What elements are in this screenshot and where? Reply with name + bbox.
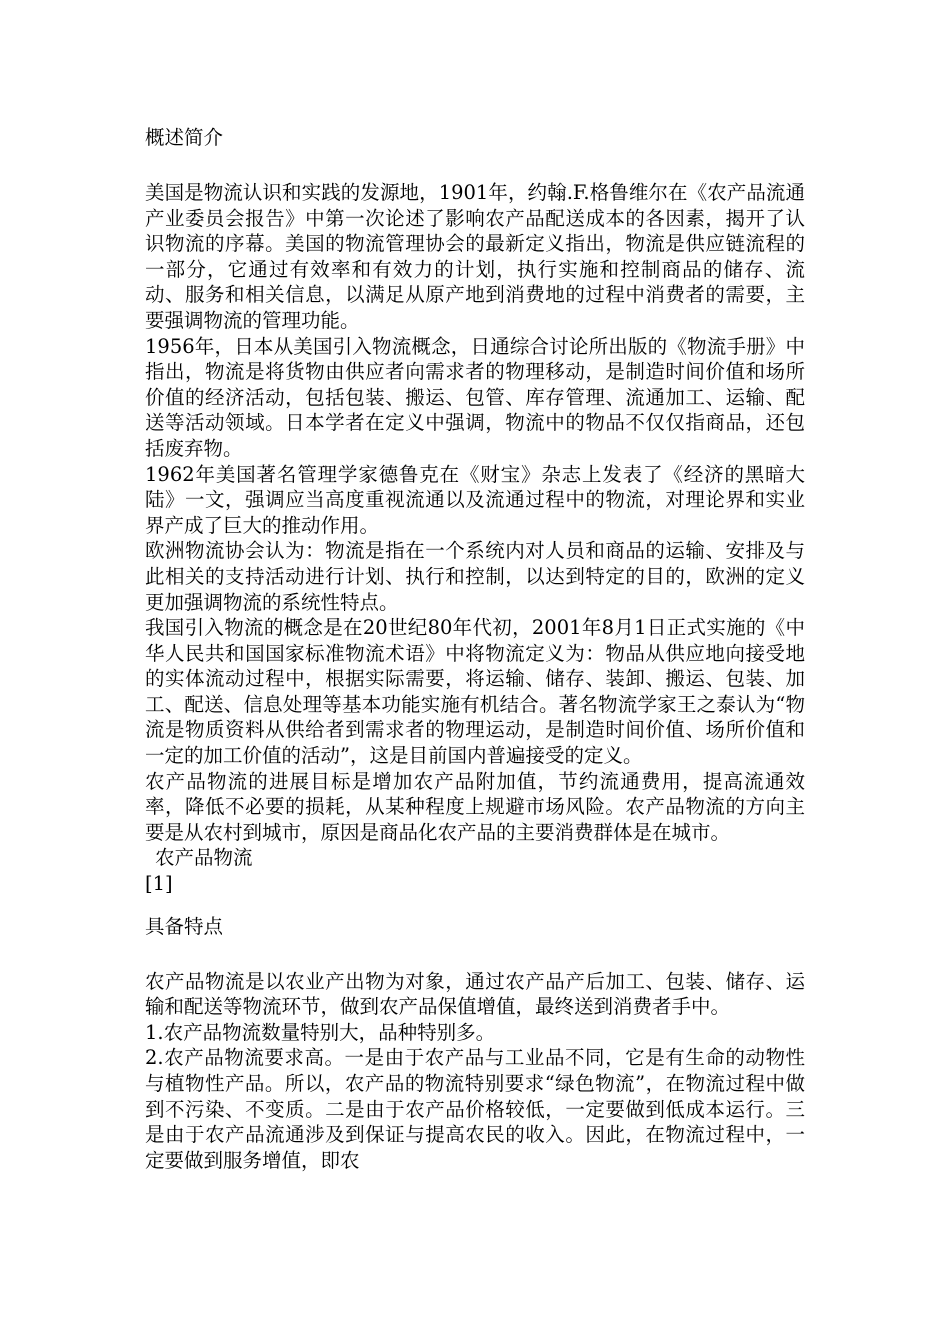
spacer [145,154,805,180]
paragraph-us-origin: 美国是物流认识和实践的发源地，1901年，约翰.F.格鲁维尔在《农产品流通产业委员会报告》中第一次论述了影响农产品配送成本的各因素，揭开了认识物流的序幕。美国的物流管理协会的最新定义指出，物流是供应链流程的一部分，它通过有效率和有效力的计划，执行实施和控制商品的储存、流动、服务和相关信息，以满足从原产地到消费地的过程中消费者的需要，主要强调物流的管理功能。 [145,181,805,332]
paragraph-goals: 农产品物流的进展目标是增加农产品附加值，节约流通费用，提高流通效率，降低不必要的损耗，从某种程度上规避市场风险。农产品物流的方向主要是从农村到城市，原因是商品化农产品的主要消费群体是在城市。 [145,769,805,844]
list-item-2: 2.农产品物流要求高。一是由于农产品与工业品不同，它是有生命的动物性与植物性产品。所以，农产品的物流特别要求“绿色物流”，在物流过程中做到不污染、不变质。二是由于农产品价格较低，一定要做到低成本运行。三是由于农产品流通涉及到保证与提高农民的收入。因此，在物流过程中，一定要做到服务增值，即农 [145,1046,805,1172]
spacer [145,943,805,969]
image-caption: 农产品物流 [155,846,253,870]
list-item-1: 1.农产品物流数量特别大，品种特别多。 [145,1020,496,1044]
paragraph-japan: 1956年，日本从美国引入物流概念，日通综合讨论所出版的《物流手册》中指出，物流是将货物由供应者向需求者的物理移动，是制造时间价值和场所价值的经济活动，包括包装、搬运、包管、库存管理、流通加工、运输、配送等活动领域。日本学者在定义中强调，物流中的物品不仅仅指商品，还包括废弃物。 [145,334,805,460]
paragraph-china: 我国引入物流的概念是在20世纪80年代初，2001年8月1日正式实施的《中华人民共和国国家标准物流术语》中将物流定义为：物品从供应地向接受地的实体流动过程中，根据实际需要，将运输、储存、装卸、搬运、包装、加工、配送、信息处理等基本功能实施有机结合。著名物流学家王之泰认为“物流是物质资料从供给者到需求者的物理运动，是制造时间价值、场所价值和一定的加工价值的活动”，这是目前国内普遍接受的定义。 [145,616,805,768]
paragraph-drucker: 1962年美国著名管理学家德鲁克在《财宝》杂志上发表了《经济的黑暗大陆》一文，强调应当高度重视流通以及流通过程中的物流，对理论界和实业界产成了巨大的推动作用。 [145,462,805,537]
reference-link[interactable]: [1] [145,872,173,896]
paragraph-europe: 欧洲物流协会认为：物流是指在一个系统内对人员和商品的运输、安排及与此相关的支持活动进行计划、执行和控制，以达到特定的目的，欧洲的定义更加强调物流的系统性特点。 [145,539,805,614]
spacer [145,897,805,911]
section-heading-overview: 概述简介 [145,126,224,149]
paragraph-definition: 农产品物流是以农业产出物为对象，通过农产品产后加工、包装、储存、运输和配送等物流环节，做到农产品保值增值，最终送到消费者手中。 [145,969,805,1019]
document-page [145,122,805,1173]
section-heading-features: 具备特点 [145,914,224,938]
